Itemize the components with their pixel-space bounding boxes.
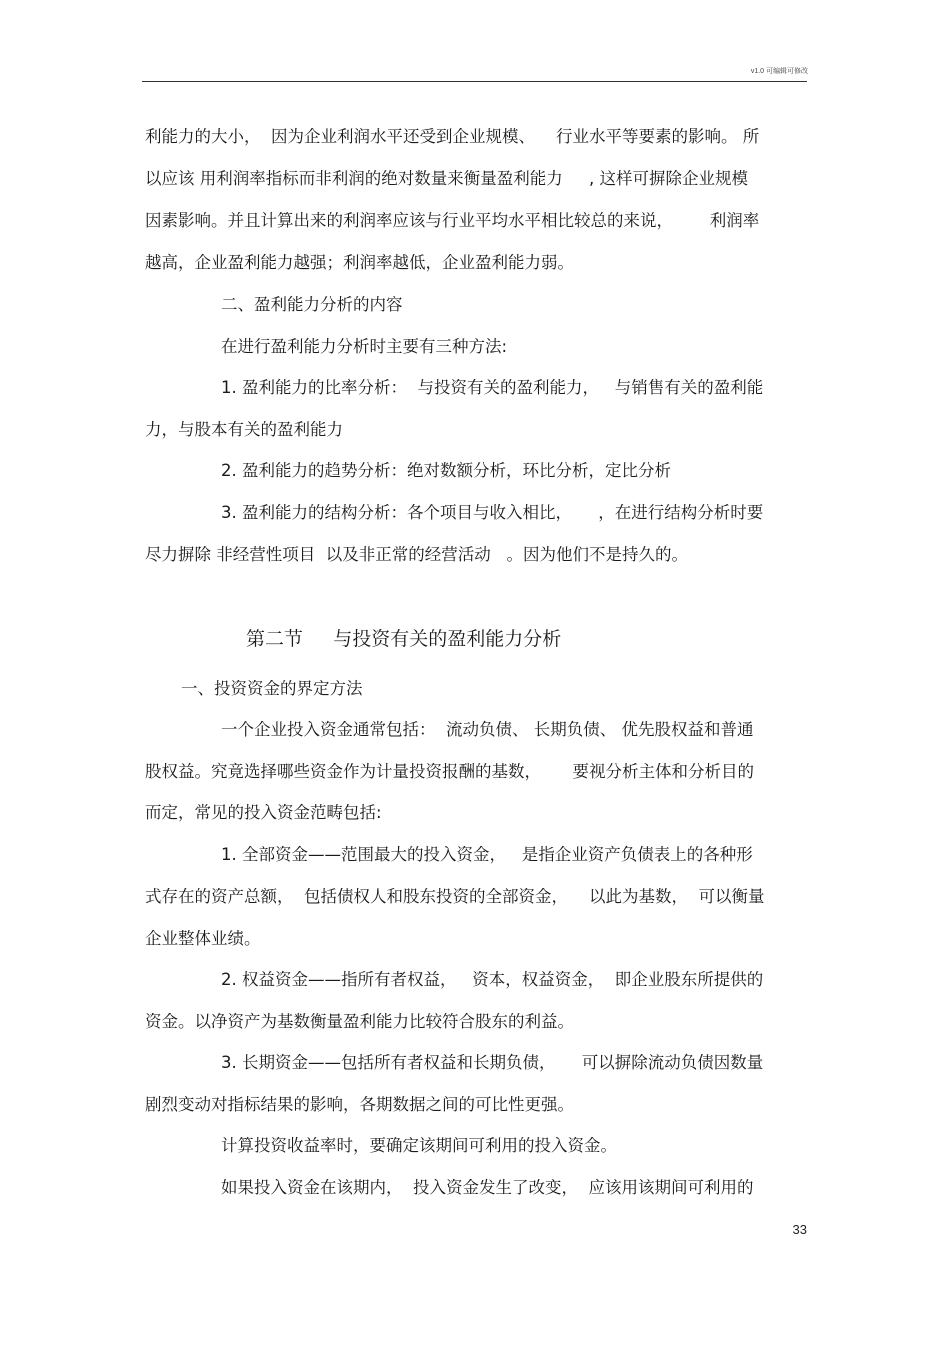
text-line: 越高，企业盈利能力越强；利润率越低，企业盈利能力弱。 bbox=[145, 253, 574, 272]
text-line: 企业整体业绩。 bbox=[145, 929, 261, 948]
text-line: 剧烈变动对指标结果的影响，各期数据之间的可比性更强。 bbox=[145, 1095, 574, 1114]
section-subheading: 一、投资资金的界定方法 bbox=[181, 679, 363, 698]
text-line: 利能力的大小， 因为企业利润水平还受到企业规模、 行业水平等要素的影响。 所 bbox=[145, 127, 760, 146]
text-line: 1. 盈利能力的比率分析： 与投资有关的盈利能力， 与销售有关的盈利能 bbox=[221, 378, 764, 397]
header-rule bbox=[142, 81, 807, 82]
text-line: 计算投资收益率时，要确定该期间可利用的投入资金。 bbox=[221, 1136, 617, 1155]
text-line: 以应该 用利润率指标而非利润的绝对数量来衡量盈利能力 , 这样可摒除企业规模 bbox=[145, 169, 748, 188]
section-heading: 第二节 与投资有关的盈利能力分析 bbox=[246, 628, 562, 650]
text-line: 如果投入资金在该期内， 投入资金发生了改变， 应该用该期间可利用的 bbox=[221, 1178, 754, 1197]
text-line: 1. 全部资金——范围最大的投入资金， 是指企业资产负债表上的各种形 bbox=[221, 845, 753, 864]
text-line: 股权益。究竟选择哪些资金作为计量投资报酬的基数， 要视分析主体和分析目的 bbox=[145, 762, 754, 781]
text-line: 资金。以净资产为基数衡量盈利能力比较符合股东的利益。 bbox=[145, 1012, 574, 1031]
header-note: v1.0 可编辑可修改 bbox=[750, 68, 808, 75]
text-line: 3. 盈利能力的结构分析：各个项目与收入相比， ，在进行结构分析时要 bbox=[221, 503, 764, 522]
text-line: 因素影响。并且计算出来的利润率应该与行业平均水平相比较总的来说， 利润率 bbox=[145, 211, 760, 230]
text-line: 在进行盈利能力分析时主要有三种方法: bbox=[221, 337, 508, 356]
text-line: 式存在的资产总额， 包括债权人和股东投资的全部资金， 以此为基数， 可以衡量 bbox=[145, 887, 765, 906]
text-line: 力，与股本有关的盈利能力 bbox=[145, 420, 343, 439]
text-line: 而定，常见的投入资金范畴包括: bbox=[145, 803, 382, 822]
section-subheading: 二、盈利能力分析的内容 bbox=[221, 295, 403, 314]
text-line: 2. 盈利能力的趋势分析：绝对数额分析，环比分析，定比分析 bbox=[221, 461, 671, 480]
text-line: 3. 长期资金——包括所有者权益和长期负债， 可以摒除流动负债因数量 bbox=[221, 1053, 764, 1072]
text-line: 2. 权益资金——指所有者权益， 资本，权益资金， 即企业股东所提供的 bbox=[221, 970, 764, 989]
text-line: 尽力摒除 非经营性项目 以及非正常的经营活动 。因为他们不是持久的。 bbox=[145, 545, 688, 564]
page-number: 33 bbox=[792, 1222, 807, 1237]
text-line: 一个企业投入资金通常包括： 流动负债、 长期负债、 优先股权益和普通 bbox=[221, 720, 754, 739]
